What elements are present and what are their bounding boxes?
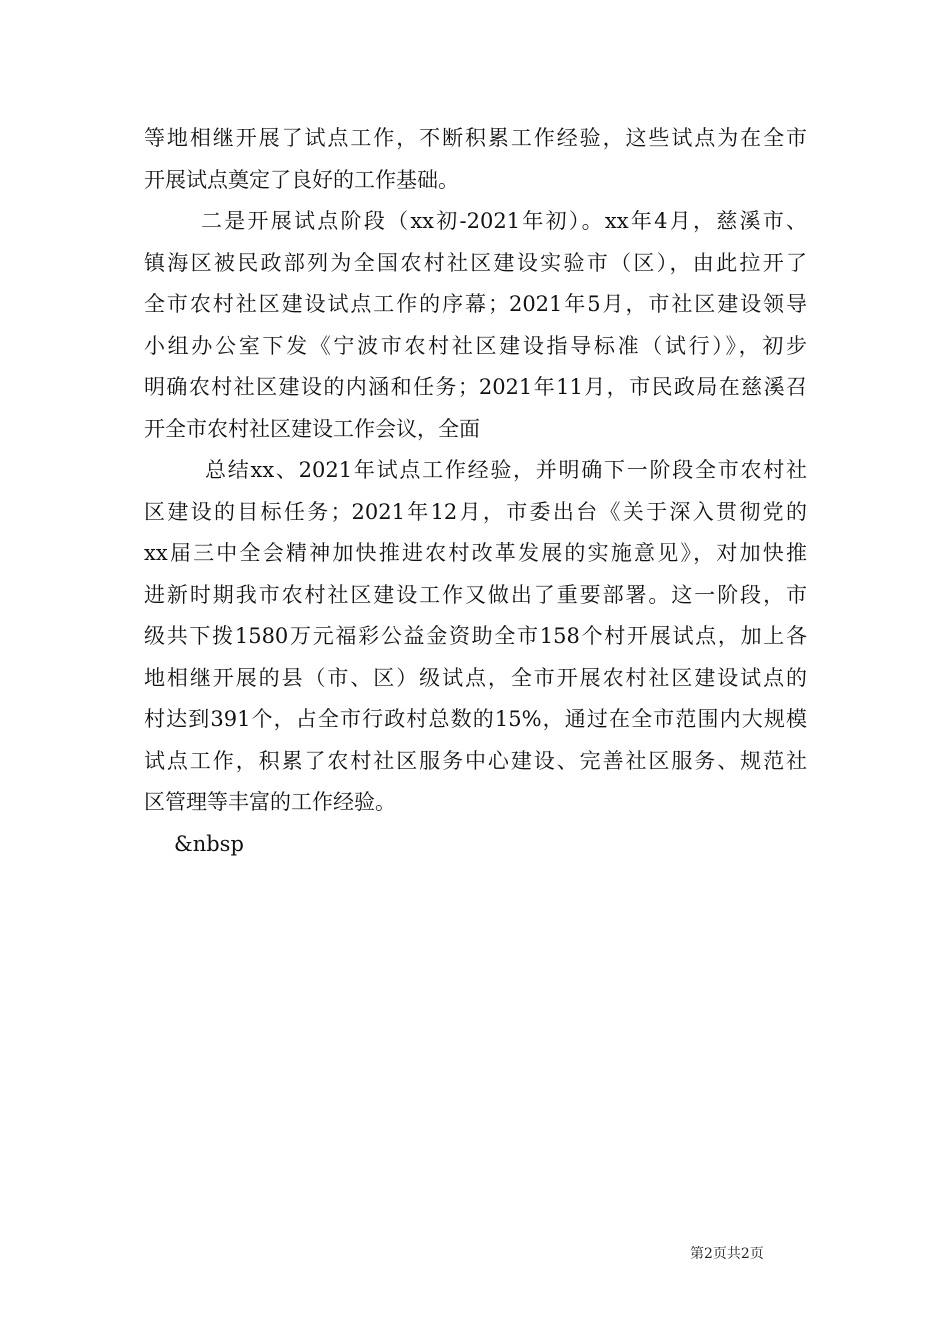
text-line: 级共下拨1580万元福彩公益金资助全市158个村开展试点，加上各 bbox=[144, 624, 807, 648]
nbsp-line: &nbsp bbox=[174, 831, 244, 856]
paragraph-start-line: 二是开展试点阶段（xx初-2021年初）。xx年4月，慈溪市、 bbox=[201, 209, 807, 233]
text-line: 试点工作，积累了农村社区服务中心建设、完善社区服务、规范社 bbox=[144, 748, 807, 773]
body-text bbox=[144, 118, 807, 865]
text-line: xx届三中全会精神加快推进农村改革发展的实施意见》，对加快推 bbox=[144, 541, 807, 565]
text-line: 镇海区被民政部列为全国农村社区建设实验市（区），由此拉开了 bbox=[144, 250, 807, 275]
text-line: 明确农村社区建设的内涵和任务；2021年11月，市民政局在慈溪召 bbox=[144, 375, 807, 399]
text-line: 小组办公室下发《宁波市农村社区建设指导标准（试行）》，初步 bbox=[144, 333, 807, 358]
text-line: 开全市农村社区建设工作会议，全面 bbox=[144, 416, 480, 441]
text-line: 等地相继开展了试点工作，不断积累工作经验，这些试点为在全市 bbox=[144, 126, 807, 150]
text-line: 全市农村社区建设试点工作的序幕；2021年5月，市社区建设领导 bbox=[144, 292, 807, 316]
text-line: 村达到391个，占全市行政村总数的15%，通过在全市范围内大规模 bbox=[144, 707, 807, 731]
text-line: 开展试点奠定了良好的工作基础。 bbox=[144, 167, 459, 192]
page-number-footer: 第2页共2页 bbox=[690, 1246, 764, 1262]
text-line: 区管理等丰富的工作经验。 bbox=[144, 790, 396, 814]
text-line: 地相继开展的县（市、区）级试点，全市开展农村社区建设试点的 bbox=[144, 665, 807, 690]
text-line: 进新时期我市农村社区建设工作又做出了重要部署。这一阶段，市 bbox=[144, 582, 807, 607]
paragraph-start-line: 总结xx、2021年试点工作经验，并明确下一阶段全市农村社 bbox=[205, 458, 807, 482]
text-line: 区建设的目标任务；2021年12月，市委出台《关于深入贯彻党的 bbox=[144, 499, 807, 524]
